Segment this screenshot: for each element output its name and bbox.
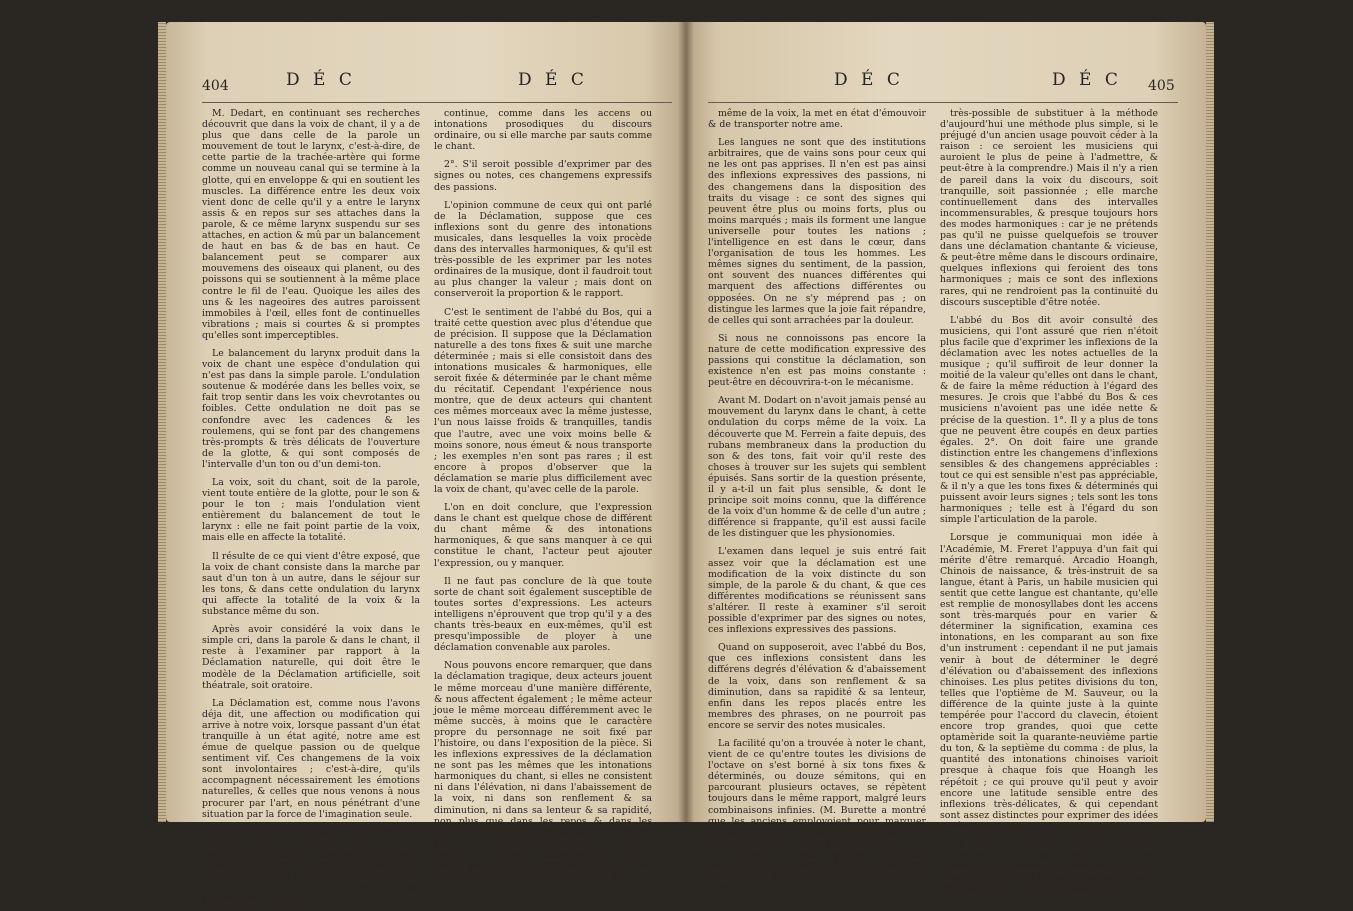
paragraph: L'opinion commune de ceux qui ont parlé de la Déclamation, suppose que ces inflexions sont du genre des intonations musicales, dans lesquelles la voix procède dans des intervalles harmoniques, & qu'il est très-possible de les exprimer par les notes ordinaires de la musique, dont il faudroit tout au plus changer la valeur ; mais dont on conserveroit la proportion & le rapport.: [434, 199, 652, 300]
running-header: D É C: [518, 70, 588, 90]
header-rule: [708, 102, 1178, 103]
running-header: D É C: [286, 70, 356, 90]
paragraph: Les langues ne sont que des institutions arbitraires, que de vains sons pour ceux qui ne les ont pas apprises. Il n'en est pas ainsi des inflexions expressives des passions, ni des changemens dans la disposition des traits du visage : ce sont des signes qui peuvent être plus ou moins forts, plus ou moins marqués ; mais ils forment une langue universelle pour toutes les nations ; l'intelligence en est dans le cœur, dans l'organisation de tous les hommes. Les mêmes signes du sentiment, de la passion, ont souvent des nuances différentes qui marquent des affections différentes ou opposées. On ne s'y méprend pas ; on distingue les larmes que la joie fait répandre, de celles qui sont arrachées par la douleur.: [708, 137, 926, 326]
header-rule: [202, 102, 672, 103]
book-gutter: [678, 22, 694, 822]
paragraph: Si nous ne connoissons pas encore la nature de cette modification expressive des passions qui constitue la déclamation, son existence n'en est pas moins constante : peut-être en découvrira-t-on le mécanisme.: [708, 332, 926, 389]
paragraph: C'est le sentiment de l'abbé du Bos, qui a traité cette question avec plus d'étendue que de précision. Il suppose que la Déclamation naturelle a des tons fixes & suit une marche déterminée ; mais si elle consistoit dans des intonations musicales & harmoniques, elle seroit fixée & déterminée par le chant même du récitatif. Cependant l'expérience nous montre, que de deux acteurs qui chantent ces mêmes morceaux avec la même justesse, l'un nous laisse froids & tranquilles, tandis que l'autre, avec une voix moins belle & moins sonore, nous émeut & nous transporte ; les exemples n'en sont pas rares ; il est encore à propos d'observer que la déclamation se marie plus difficilement avec la voix de chant, qu'avec celle de la parole.: [434, 306, 652, 495]
paragraph: La question se réduit donc actuellement à savoir, 1°. Si ces changemens de voix, expressifs des passions, consistent seulement dans les différens degrés d'élévation & d'abaissement de la voix, & si en passant d'un ton à l'autre, elle marche par progression successive &: [202, 826, 420, 905]
paragraph: La Déclamation est, comme nous l'avons déja dit, une affection ou modification qui arrive à notre voix, lorsque passant d'un état tranquille à un état agité, notre ame est émue de quelque passion ou de quelque sentiment vif. Ces changemens de la voix sont involontaires ; c'est-à-dire, qu'ils accompagnent nécessairement les émotions naturelles, & celles que nous venons à nous procurer par l'art, en nous pénétrant d'une situation par la force de l'imagination seule.: [202, 697, 420, 820]
text-column: [202, 108, 420, 911]
text-column: [708, 108, 926, 900]
paragraph: L'on en doit conclure, que l'expression dans le chant est quelque chose de différent du chant même & des intonations harmoniques, & que sans manquer à ce qui constitue le chant, l'acteur peut ajouter l'expression, ou y manquer.: [434, 502, 652, 569]
paragraph: Lorsque je communiquai mon idée à l'Académie, M. Freret l'appuya d'un fait qui mérite d'être remarqué. Arcadio Hoangh, Chinois de naissance, & très-instruit de sa langue, étant à Paris, un habile musicien qui sentit que cette langue est chantante, qu'elle est remplie de monosyllabes dont les accens sont très-marqués pour en varier & déterminer la signification, examina ces intonations, en les comparant au son fixe d'un instrument : cependant il ne put jamais venir à bout de déterminer le degré d'élévation ou d'abaissement des inflexions chinoises. Les plus petites divisions du ton, telles que l'optième de M. Sauveur, ou la différence de la quinte juste à la quinte tempérée pour l'accord du clavecin, étoient encore trop grandes, quoi que cette optamèride soit la quarante-neuvième partie du ton, & la septième du comma : de plus, la quantité des intonations chinoises varioit presque à chaque fois que Hoangh les répétoit ; ce qui prouve qu'il peut y avoir encore une latitude sensible entre des inflexions très-délicates, & qui cependant sont assez distinctes pour exprimer des idées différentes.: [940, 532, 1158, 832]
paragraph: continue, comme dans les accens ou intonations prosodiques du discours ordinaire, ou si elle marche par sauts comme le chant.: [434, 108, 652, 153]
paragraph: La facilité qu'on a trouvée à noter le chant, vient de ce qu'entre toutes les divisions de l'octave on s'est borné à six tons fixes & déterminés, ou douze sémitons, qui en parcourant plusieurs octaves, se répètent toujours dans le même rapport, malgré leurs combinaisons infinies. (M. Burette a montré que les anciens employoient pour marquer les tons du chant, jusqu'à 1620 caractères, auxquels Gui d'Arezzo a substitué un très-petit nombre de notes, qui par leur seule position sur une espèce d'échelle, deviennent susceptibles d'une infinité de combinaisons. Il seroit encore: [708, 737, 926, 894]
paragraph: Quand on supposeroit, avec l'abbé du Bos, que ces inflexions consistent dans les différens degrés d'élévation & d'abaissement de la voix, dans son renflement & sa diminution, dans sa rapidité & sa lenteur, enfin dans les repos placés entre les membres des phrases, on ne pourroit pas encore se servir des notes musicales.: [708, 642, 926, 731]
right-page: [686, 22, 1206, 895]
page-number: 404: [202, 78, 229, 94]
paragraph: Il résulte de ce qui vient d'être exposé, que la voix de chant consiste dans la marche par saut d'un ton à un autre, dans le séjour sur les tons, & dans cette ondulation du larynx qui affecte la totalité de la voix & la substance même du son.: [202, 550, 420, 618]
paragraph: Il ne faut pas conclure de là que toute sorte de chant soit également susceptible de toutes sortes d'expressions. Les acteurs intelligens n'éprouvent que trop qu'il y a des chants très-beaux en eux-mêmes, qu'il est presqu'impossible de ployer à une déclamation convenable aux paroles.: [434, 575, 652, 654]
paragraph: Après avoir considéré la voix dans le simple cri, dans la parole & dans le chant, il reste à l'examiner par rapport à la Déclamation naturelle, qui doit être le modèle de la Déclamation artificielle, soit théatrale, soit oratoire.: [202, 624, 420, 691]
paragraph: L'abbé du Bos dit avoir consulté des musiciens, qui l'ont assuré que rien n'étoit plus facile que d'exprimer les inflexions de la déclamation avec les notes actuelles de la musique ; qu'il suffiroit de leur donner la moitié de la valeur qu'elles ont dans le chant, & de faire la même réduction à l'égard des mesures. Je crois que l'abbé du Bos & ces musiciens n'avoient pas une idée nette & précise de la question. 1°. Il y a plus de tons que ne peuvent être coupés en deux parties égales. 2°. On doit faire une grande distinction entre les changemens d'inflexions sensibles & des changemens appréciables : tout ce qui est sensible n'est pas appréciable, & il n'y a que les tons fixes & déterminés qui puissent avoir leurs signes ; tels sont les tons harmoniques ; telle est à l'égard du son simple l'articulation de la parole.: [940, 314, 1158, 526]
text-column: [940, 108, 1158, 901]
paragraph: Nous pouvons encore remarquer, que dans la déclamation tragique, deux acteurs jouent le même morceau d'une manière différente, & nous affectent également ; le même acteur joue le même morceau différemment avec le même succès, à moins que le caractère propre du personnage ne soit fixé par l'histoire, ou dans l'exposition de la pièce. Si les inflexions expressives de la déclamation ne sont pas les mêmes que les intonations harmoniques du chant, si elles ne consistent ni dans l'élévation, ni dans l'abaissement de la voix, ni dans son renflement & sa diminution, ni dans sa lenteur & sa rapidité, non plus que dans les repos & dans les silences ; enfin si la déclamation ne réside pas de l'assemblage de toutes ces choses, quoique la plupart l'accompagnent, il faut donc que cette expression dépende de quelque autre chose, qui affectant le son: [434, 660, 652, 883]
paragraph: très-possible de substituer à la méthode d'aujourd'hui une méthode plus simple, si le préjugé d'un ancien usage pouvoit céder à la raison : ce seroient les musiciens qui auroient le plus de peine à l'admettre, & peut-être à la comprendre.) Mais il n'y a rien de pareil dans la voix du discours, soit tranquille, soit passionnée ; elle marche continuellement dans des intervalles incommensurables, & presque toujours hors des modes harmoniques : car je ne prétends pas qu'il ne puisse quelquefois se trouver dans une déclamation chantante & vicieuse, & peut-être même dans le discours ordinaire, quelques inflexions qui feroient des tons harmoniques ; mais ce sont des inflexions rares, qui ne rendroient pas la continuité du discours susceptible d'être notée.: [940, 108, 1158, 308]
running-header: D É C: [1052, 70, 1122, 90]
paragraph: 2°. S'il seroit possible d'exprimer par des signes ou notes, ces changemens expressifs des passions.: [434, 159, 652, 193]
paragraph: M. Dedart, en continuant ses recherches découvrit que dans la voix de chant, il y a de plus que dans celle de la parole un mouvement de tout le larynx, c'est-à-dire, de cette partie de la trachée-artère qui forme comme un nouveau canal qui se termine à la glotte, qui en enveloppe & qui en soutient les muscles. La différence entre les deux voix vient donc de celle qu'il y a entre le larynx assis & en repos sur ses attaches dans la parole, & ce même larynx suspendu sur ses attaches, en action & mû par un balancement de haut en bas & de bas en haut. Ce balancement peut se comparer aux mouvemens des oiseaux qui planent, ou des poissons qui se soutiennent à la même place contre le fil de l'eau. Quoique les ailes des uns & les nageoires des autres paroissent immobiles à l'œil, elles font de continuelles vibrations ; mais si courtes & si promptes qu'elles sont imperceptibles.: [202, 108, 420, 341]
page-number: 405: [1148, 78, 1175, 94]
paragraph: L'examen dans lequel je suis entré fait assez voir que la déclamation est une modification de la voix distincte du son simple, de la parole & du chant, & que ces différentes modifications se réunissent sans s'altérer. Il reste à examiner s'il seroit possible d'exprimer par des signes ou notes, ces inflexions expressives des passions.: [708, 546, 926, 636]
text-column: [434, 108, 652, 889]
page-edges-left: [158, 22, 166, 822]
paragraph: Avant M. Dodart on n'avoit jamais pensé au mouvement du larynx dans le chant, à cette ondulation du corps même de la voix. La découverte que M. Ferrein a faite depuis, des rubans membraneux dans la production du son & des tons, fait voir qu'il reste des choses à trouver sur les sujets qui semblent épuisés. Sans sortir de la question présente, il y a-t-il un fait plus sensible, & dont le principe soit moins connu, que la différence de la voix d'un homme & de celle d'un autre ; différence si frappante, qu'il est aussi facile de les distinguer que les physionomies.: [708, 395, 926, 540]
left-page: [166, 22, 686, 905]
paragraph: La voix, soit du chant, soit de la parole, vient toute entière de la glotte, pour le son & pour le ton ; mais l'ondulation vient entièrement du balancement de tout le larynx : elle ne fait point partie de la voix, mais elle en affecte la totalité.: [202, 477, 420, 544]
page-edges-right: [1206, 22, 1214, 822]
paragraph: même de la voix, la met en état d'émouvoir & de transporter notre ame.: [708, 108, 926, 131]
running-header: D É C: [834, 70, 904, 90]
paragraph: S'il n'est pas possible de trouver dans la proportion harmonique des subdivisions capables d'exprimer les intonations d'une langue, telle que la chinoise, qui nous paroît très-chantante ; où trouverons-on des: [940, 839, 1158, 895]
paragraph: Le balancement du larynx produit dans la voix de chant une espèce d'ondulation qui n'est pas dans la simple parole. L'ondulation soutenue & modérée dans les belles voix, se fait trop sentir dans les voix chevrotantes ou foibles. Cette ondulation ne doit pas se confondre avec les cadences & les roulemens, qui se font par des changemens très-prompts & très délicats de l'ouverture de la glotte, & qui sont composés de l'intervalle d'un ton ou d'un demi-ton.: [202, 347, 420, 470]
